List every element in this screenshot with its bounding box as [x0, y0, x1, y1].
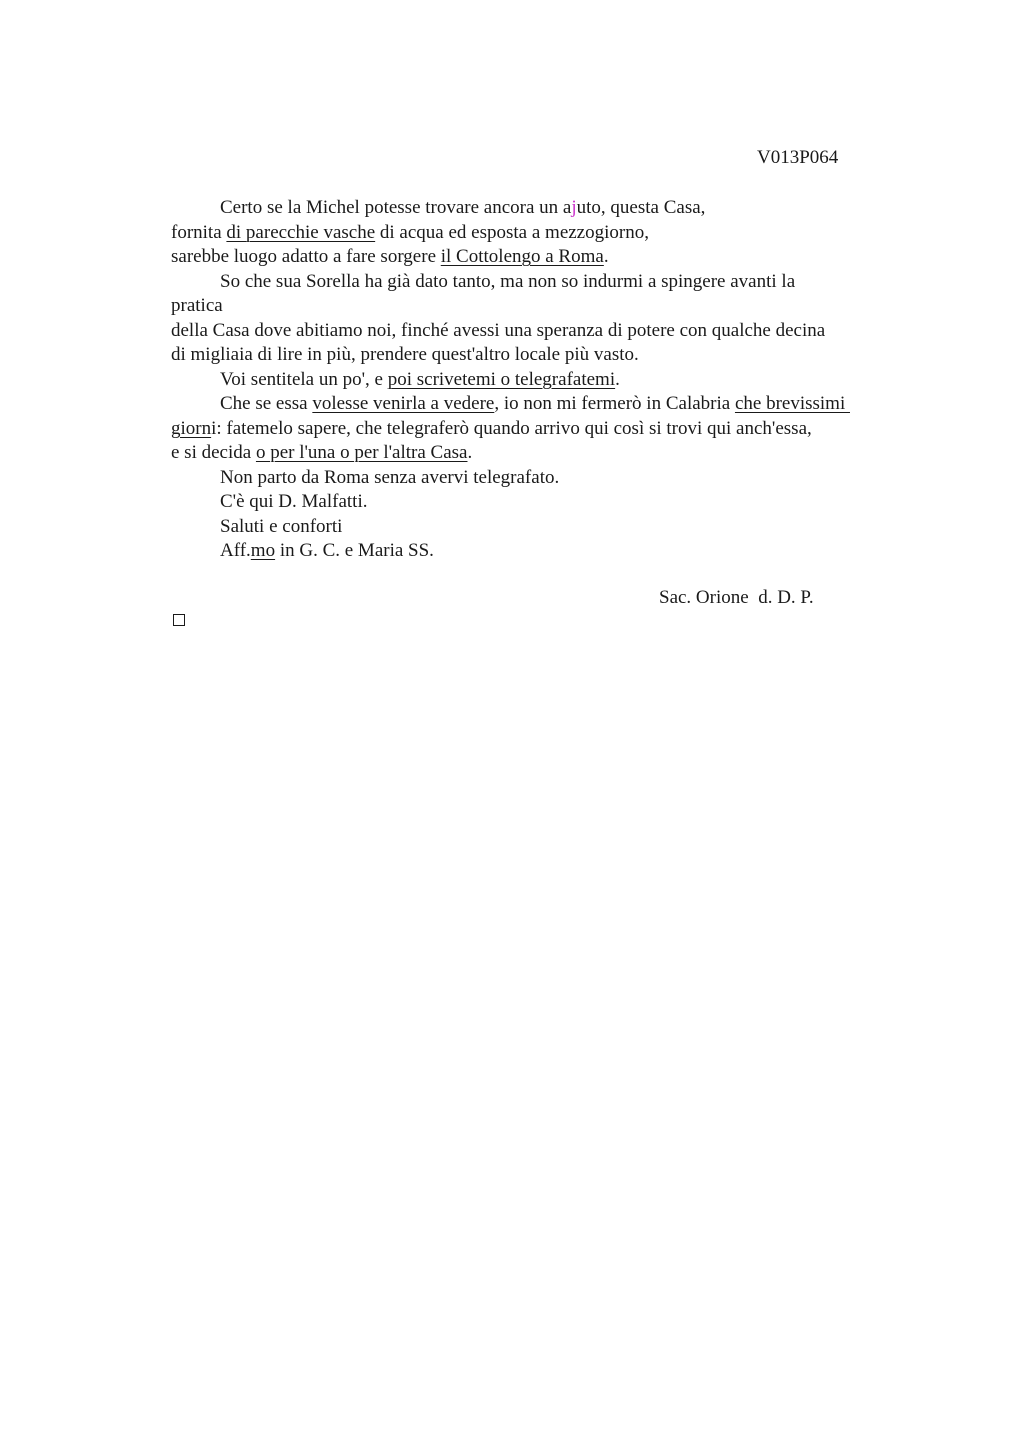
- text-line: [171, 196, 911, 221]
- text-run: .: [467, 442, 473, 463]
- text-run: i: fatemelo sapere, che telegraferò quando arrivo qui così si trovi qui anch'essa,: [211, 417, 812, 439]
- underlined-text: che brevissimi: [734, 393, 850, 414]
- text-line: [171, 466, 911, 491]
- text-run: sarebbe luogo adatto a fare sorgere: [171, 246, 441, 267]
- underlined-text: il Cottolengo a Roma: [440, 246, 604, 267]
- text-run: Che se essa: [220, 393, 313, 414]
- underlined-text: volesse venirla a vedere: [312, 393, 495, 414]
- text-run: Aff.: [220, 540, 251, 561]
- text-run: di acqua ed esposta a mezzogiorno,: [375, 221, 649, 243]
- text-line: [171, 441, 911, 466]
- underlined-text: giorn: [171, 417, 212, 439]
- text-run: Certo se la Michel potesse trovare ancora un a: [220, 197, 572, 218]
- text-line: [171, 417, 911, 442]
- text-line: [171, 221, 911, 246]
- underlined-text: o per l'una o per l'altra Casa: [255, 442, 468, 463]
- text-line: [171, 343, 911, 368]
- text-run: Saluti e conforti: [220, 515, 343, 537]
- text-line: [171, 245, 911, 270]
- underlined-text: di parecchie vasche: [226, 221, 376, 243]
- underlined-text: poi scrivetemi o telegrafatemi: [387, 368, 616, 390]
- text-run: in G. C. e Maria SS.: [275, 540, 434, 561]
- text-run: e si decida: [171, 442, 256, 463]
- text-run: pratica: [171, 295, 223, 316]
- text-line: [171, 539, 911, 564]
- highlighted-letter: j: [571, 197, 577, 218]
- text-line: [171, 490, 911, 515]
- text-line: [171, 319, 911, 344]
- text-run: di migliaia di lire in più, prendere quest'altro locale più vasto.: [171, 344, 639, 365]
- text-run: fornita: [171, 221, 227, 243]
- text-run: della Casa dove abitiamo noi, finché avessi una speranza di potere con qualche decina: [171, 319, 826, 341]
- text-run: So che sua Sorella ha già dato tanto, ma non so indurmi a spingere avanti la: [220, 270, 796, 292]
- text-run: Non parto da Roma senza avervi telegrafato.: [220, 466, 560, 488]
- text-line: [171, 294, 911, 319]
- signature: Sac. Orione d. D. P.: [659, 587, 814, 608]
- text-run: Voi sentitela un po', e: [220, 368, 388, 390]
- text-run: , io non mi fermerò in Calabria: [494, 393, 735, 414]
- text-line: [171, 392, 911, 417]
- text-line: [171, 368, 911, 393]
- letter-body: [171, 196, 911, 564]
- square-outline-icon: [173, 614, 185, 626]
- text-run: .: [603, 246, 609, 267]
- underlined-text: mo: [250, 540, 276, 561]
- page-id: V013P064: [757, 147, 839, 168]
- text-run: uto, questa Casa,: [576, 197, 706, 218]
- text-line: [171, 515, 911, 540]
- text-line: [171, 270, 911, 295]
- text-run: C'è qui D. Malfatti.: [220, 491, 368, 512]
- text-run: .: [615, 368, 620, 390]
